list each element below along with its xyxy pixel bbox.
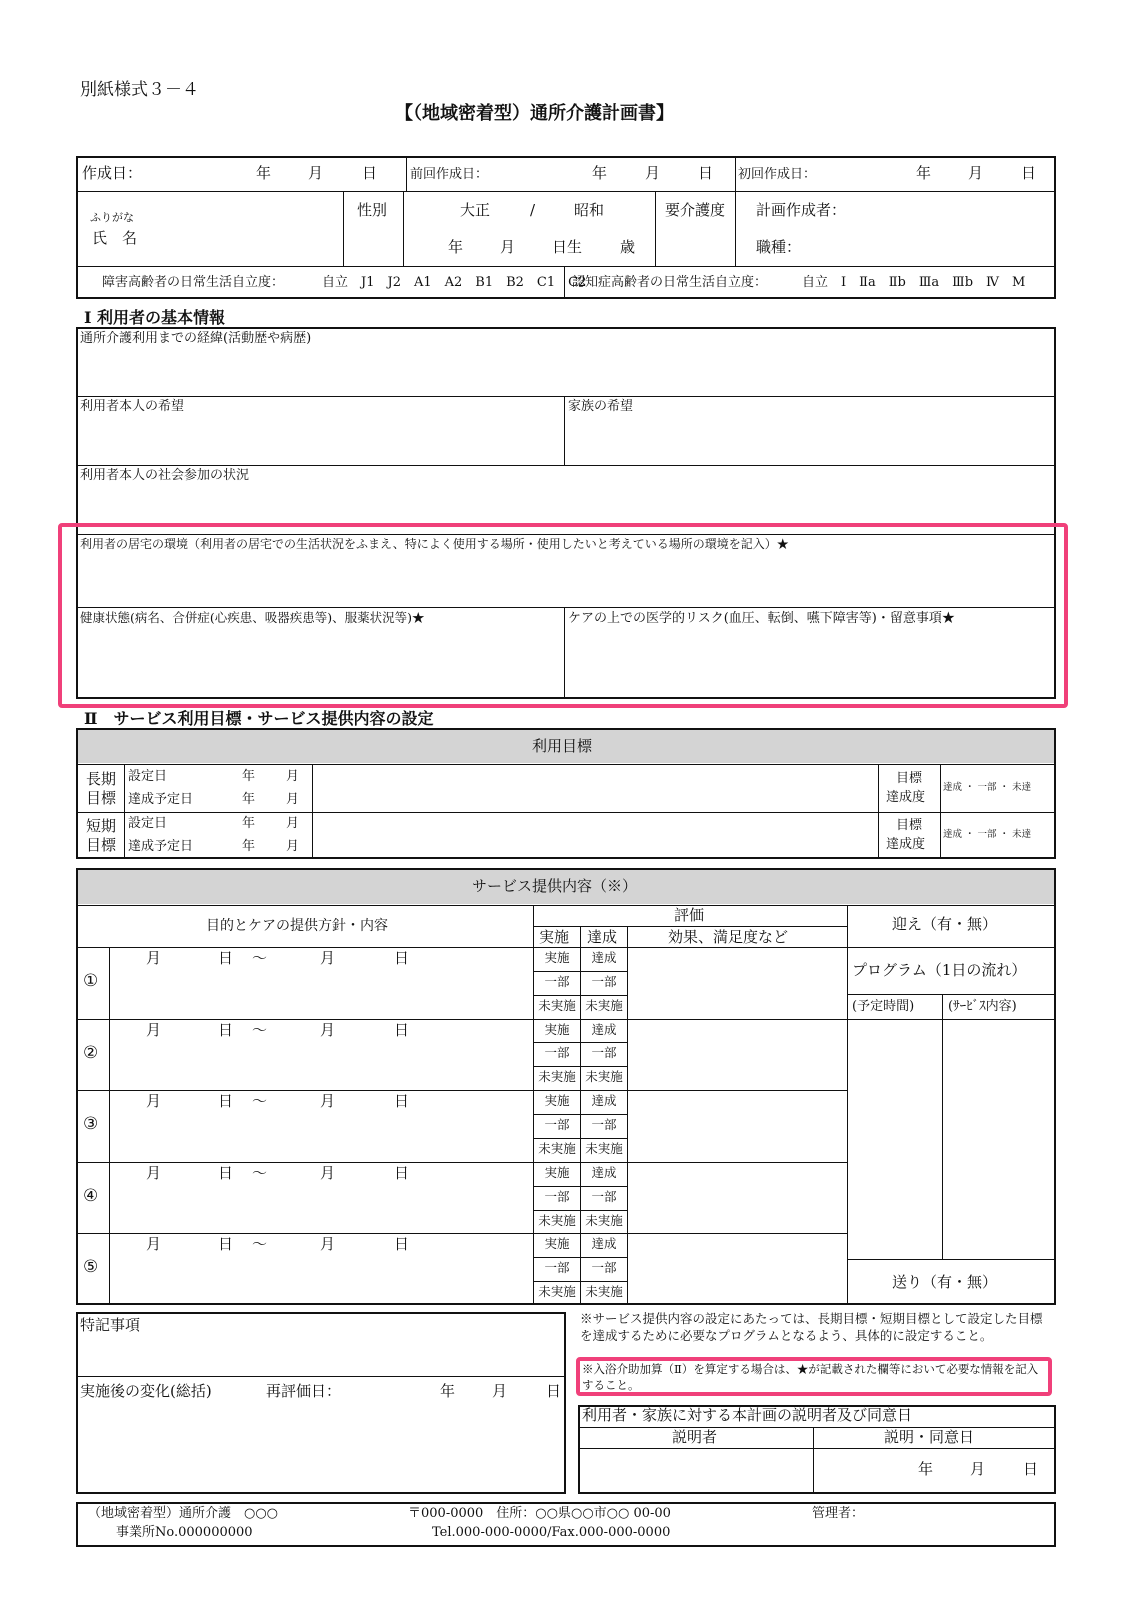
program-label: プログラム（1日の流れ） xyxy=(852,961,1027,979)
eval-achieved-cell: 達成 xyxy=(591,1164,617,1180)
service-row-date-part: 月 xyxy=(146,1092,162,1111)
prev-year: 年 xyxy=(592,164,608,182)
long-goal-1: 長期 xyxy=(86,770,117,788)
eval-done-cell: 実施 xyxy=(544,1093,570,1109)
done-label: 実施 xyxy=(539,928,570,946)
pickup-label: 迎え（有・無） xyxy=(892,915,998,933)
adl-values: 自立 J1 J2 A1 A2 B1 B2 C1 C2 xyxy=(322,275,587,290)
short-achieve-1: 目標 xyxy=(896,818,923,833)
service-row-date-part: 日 xyxy=(218,1235,234,1254)
eval-achieved-cell: 達成 xyxy=(591,1093,617,1109)
home-env-label: 利用者の居宅の環境（利用者の居宅での生活状況をふまえ、特によく使用する場所・使用したいと考えている場所の環境を記入）★ xyxy=(80,537,789,551)
time-label: (予定時間) xyxy=(852,999,915,1014)
sex-label: 性別 xyxy=(357,201,388,219)
service-row-date-part: 日 xyxy=(394,1092,410,1111)
prev-month: 月 xyxy=(645,164,661,182)
service-row-date-part: ～ xyxy=(252,1235,268,1254)
bath-note: ※入浴介助加算（Ⅱ）を算定する場合は、★が記載された欄等において必要な情報を記入すること。 xyxy=(582,1362,1039,1392)
prev-day: 日 xyxy=(698,164,714,182)
planner-label: 計画作成者： xyxy=(756,201,847,219)
eval-done-cell: 一部 xyxy=(544,1260,570,1276)
goals-header: 利用目標 xyxy=(532,737,593,755)
service-row-date-part: 日 xyxy=(218,1020,234,1039)
created-day: 日 xyxy=(362,164,378,182)
eval-done-cell: 未実施 xyxy=(538,1069,576,1085)
long-set-date: 設定日 xyxy=(128,769,168,784)
eval-achieved-cell: 未実施 xyxy=(585,1069,623,1085)
long-target-date: 達成予定日 xyxy=(128,792,194,807)
created-month: 月 xyxy=(308,164,324,182)
job-label: 職種： xyxy=(756,238,802,256)
short-achieve-vals: 達成 ・ 一部 ・ 未達 xyxy=(943,829,1032,840)
service-row-number: ⑤ xyxy=(83,1257,99,1278)
office-no: 事業所No.000000000 xyxy=(116,1525,253,1540)
service-row-date-part: 月 xyxy=(320,1235,336,1254)
eval-sub-divider xyxy=(533,1138,627,1139)
purpose-label: 目的とケアの提供方針・内容 xyxy=(206,918,388,934)
social-label: 利用者本人の社会参加の状況 xyxy=(80,468,250,483)
eval-sub-divider xyxy=(533,971,627,972)
service-row-number: ① xyxy=(83,971,99,991)
eval-label: 評価 xyxy=(674,906,705,924)
explainer-label: 説明者 xyxy=(672,1428,718,1446)
birth-year: 年 xyxy=(448,238,464,256)
service-row-number: ④ xyxy=(83,1185,99,1206)
notes-label: 特記事項 xyxy=(80,1316,141,1334)
manager-label: 管理者： xyxy=(812,1506,865,1521)
service-row-date-part: 日 xyxy=(218,949,234,967)
eval-done-cell: 未実施 xyxy=(538,1284,576,1300)
service-row-date-part: ～ xyxy=(252,949,268,967)
eval-sub-divider xyxy=(533,1114,627,1115)
service-row-date-part: 日 xyxy=(394,1235,410,1254)
service-row-number: ③ xyxy=(83,1114,99,1135)
consent-day: 日 xyxy=(1023,1460,1039,1478)
long-set-month: 月 xyxy=(286,769,300,784)
service-row-divider xyxy=(76,1090,847,1091)
achieved-label: 達成 xyxy=(587,928,618,946)
short-achieve-2: 達成度 xyxy=(886,837,926,852)
service-row-date-part: 日 xyxy=(394,1020,410,1039)
service-row-divider xyxy=(76,1162,847,1163)
birth-day: 日生 xyxy=(552,238,583,256)
eval-sub-divider xyxy=(533,1042,627,1043)
service-row-date-part: 月 xyxy=(320,1163,336,1182)
highlight-home-health xyxy=(58,523,1068,708)
long-set-year: 年 xyxy=(242,769,256,784)
eval-done-cell: 一部 xyxy=(544,1045,570,1061)
service-row-date-part: 日 xyxy=(218,1163,234,1182)
eval-achieved-cell: 未実施 xyxy=(585,1284,623,1300)
first-created-label: 初回作成日： xyxy=(738,167,817,182)
created-label: 作成日： xyxy=(82,164,143,182)
service-row-number: ② xyxy=(83,1042,99,1063)
eval-achieved-cell: 達成 xyxy=(591,1021,617,1037)
short-target-year: 年 xyxy=(242,839,256,854)
content-label: (ｻｰﾋﾞｽ内容) xyxy=(948,999,1017,1014)
change-label: 実施後の変化(総括) xyxy=(80,1382,212,1400)
eval-done-cell: 未実施 xyxy=(538,1212,576,1228)
document-title: 【（地域密着型）通所介護計画書】 xyxy=(395,103,674,124)
long-achieve-2: 達成度 xyxy=(886,790,926,805)
eval-sub-divider xyxy=(533,1210,627,1211)
first-month: 月 xyxy=(968,164,984,182)
reeval-label: 再評価日： xyxy=(266,1382,342,1400)
eval-done-cell: 未実施 xyxy=(538,997,576,1013)
wish-self-label: 利用者本人の希望 xyxy=(80,399,185,414)
era-showa: 昭和 xyxy=(574,201,605,219)
eval-achieved-cell: 達成 xyxy=(591,950,617,965)
service-row-date-part: 月 xyxy=(146,1020,162,1039)
era-taisho: 大正 xyxy=(460,201,491,219)
eval-achieved-cell: 一部 xyxy=(591,1117,617,1133)
service-row-date-part: 日 xyxy=(218,1092,234,1111)
eval-achieved-cell: 一部 xyxy=(591,973,617,989)
first-year: 年 xyxy=(916,164,932,182)
long-achieve-vals: 達成 ・ 一部 ・ 未達 xyxy=(943,782,1032,793)
eval-done-cell: 実施 xyxy=(544,1164,570,1180)
reeval-month: 月 xyxy=(492,1382,508,1400)
effect-label: 効果、満足度など xyxy=(668,928,789,946)
eval-done-cell: 一部 xyxy=(544,1117,570,1133)
eval-achieved-cell: 一部 xyxy=(591,1260,617,1276)
era-slash: / xyxy=(530,201,536,219)
service-row-date-part: 月 xyxy=(320,1020,336,1039)
eval-done-cell: 実施 xyxy=(544,950,570,965)
service-row-date-part: 月 xyxy=(146,949,162,967)
risk-label: ケアの上での医学的リスク(血圧、転倒、嚥下障害等)・留意事項★ xyxy=(568,611,955,626)
eval-achieved-cell: 一部 xyxy=(591,1045,617,1061)
short-set-month: 月 xyxy=(286,816,300,831)
consent-year: 年 xyxy=(918,1460,934,1478)
service-row-date-part: 月 xyxy=(320,1092,336,1111)
eval-done-cell: 一部 xyxy=(544,1188,570,1204)
care-level-label: 要介護度 xyxy=(665,201,726,219)
service-row-divider xyxy=(76,1233,847,1234)
prev-created-label: 前回作成日： xyxy=(410,167,489,182)
eval-sub-divider xyxy=(533,1281,627,1282)
long-goal-2: 目標 xyxy=(86,789,117,807)
service-row-date-part: 日 xyxy=(394,949,410,967)
first-day: 日 xyxy=(1021,164,1037,182)
service-row-date-part: ～ xyxy=(252,1092,268,1111)
form-id: 別紙様式３－４ xyxy=(80,80,199,100)
wish-family-label: 家族の希望 xyxy=(568,399,634,414)
office-name: （地域密着型）通所介護 ○○○ xyxy=(88,1506,279,1521)
eval-achieved-cell: 達成 xyxy=(591,1236,617,1252)
eval-achieved-cell: 未実施 xyxy=(585,997,623,1013)
furigana-label: ふりがな xyxy=(90,211,134,224)
service-row-divider xyxy=(76,1019,847,1020)
service-row-date-part: 月 xyxy=(146,1163,162,1182)
service-header: サービス提供内容（※） xyxy=(472,877,638,895)
consent-title: 利用者・家族に対する本計画の説明者及び同意日 xyxy=(582,1406,913,1424)
dementia-label: 認知症高齢者の日常生活自立度： xyxy=(572,275,768,290)
section2-heading: Ⅱ サービス利用目標・サービス提供内容の設定 xyxy=(84,709,434,728)
consent-month: 月 xyxy=(970,1460,986,1478)
reeval-day: 日 xyxy=(546,1382,562,1400)
dropoff-label: 送り（有・無） xyxy=(892,1273,998,1291)
reeval-year: 年 xyxy=(440,1382,456,1400)
service-row-date-part: ～ xyxy=(252,1020,268,1039)
service-row-date-part: 月 xyxy=(320,949,336,967)
adl-label: 障害高齢者の日常生活自立度： xyxy=(102,275,285,290)
service-note: ※サービス提供内容の設定にあたっては、長期目標・短期目標として設定した目標を達成するために必要なプログラムとなるよう、具体的に設定すること。 xyxy=(580,1311,1043,1343)
highlight-bath-note xyxy=(576,1357,1052,1396)
eval-sub-divider xyxy=(533,1257,627,1258)
name-label: 氏 名 xyxy=(92,229,138,247)
long-achieve-1: 目標 xyxy=(896,771,923,786)
long-target-month: 月 xyxy=(286,792,300,807)
created-year: 年 xyxy=(256,164,272,182)
office-tel: Tel.000-000-0000/Fax.000-000-0000 xyxy=(432,1525,671,1540)
eval-done-cell: 実施 xyxy=(544,1021,570,1037)
service-row-date-part: 日 xyxy=(394,1163,410,1182)
notes-box xyxy=(76,1312,566,1494)
office-address: 〒000-0000 住所：○○県○○市○○ 00-00 xyxy=(408,1506,671,1521)
short-target-month: 月 xyxy=(286,839,300,854)
short-set-year: 年 xyxy=(242,816,256,831)
eval-achieved-cell: 一部 xyxy=(591,1188,617,1204)
dementia-values: 自立 Ⅰ Ⅱa Ⅱb Ⅲa Ⅲb Ⅳ M xyxy=(802,275,1026,290)
eval-achieved-cell: 未実施 xyxy=(585,1212,623,1228)
eval-done-cell: 未実施 xyxy=(538,1140,576,1156)
birth-month: 月 xyxy=(500,238,516,256)
short-target-date: 達成予定日 xyxy=(128,839,194,854)
history-label: 通所介護利用までの経緯(活動歴や病歴) xyxy=(80,331,312,346)
eval-done-cell: 一部 xyxy=(544,973,570,989)
health-label: 健康状態(病名、合併症(心疾患、吸器疾患等)、服薬状況等)★ xyxy=(80,610,425,625)
section1-heading: Ⅰ 利用者の基本情報 xyxy=(84,308,226,327)
short-goal-1: 短期 xyxy=(86,817,117,835)
service-row-date-part: ～ xyxy=(252,1163,268,1182)
eval-sub-divider xyxy=(533,1066,627,1067)
short-goal-2: 目標 xyxy=(86,836,117,854)
long-target-year: 年 xyxy=(242,792,256,807)
age-label: 歳 xyxy=(620,238,636,256)
short-set-date: 設定日 xyxy=(128,816,168,831)
eval-sub-divider xyxy=(533,995,627,996)
consent-date-label: 説明・同意日 xyxy=(884,1428,975,1446)
eval-sub-divider xyxy=(533,1186,627,1187)
eval-achieved-cell: 未実施 xyxy=(585,1140,623,1156)
eval-done-cell: 実施 xyxy=(544,1236,570,1252)
service-row-date-part: 月 xyxy=(146,1235,162,1254)
